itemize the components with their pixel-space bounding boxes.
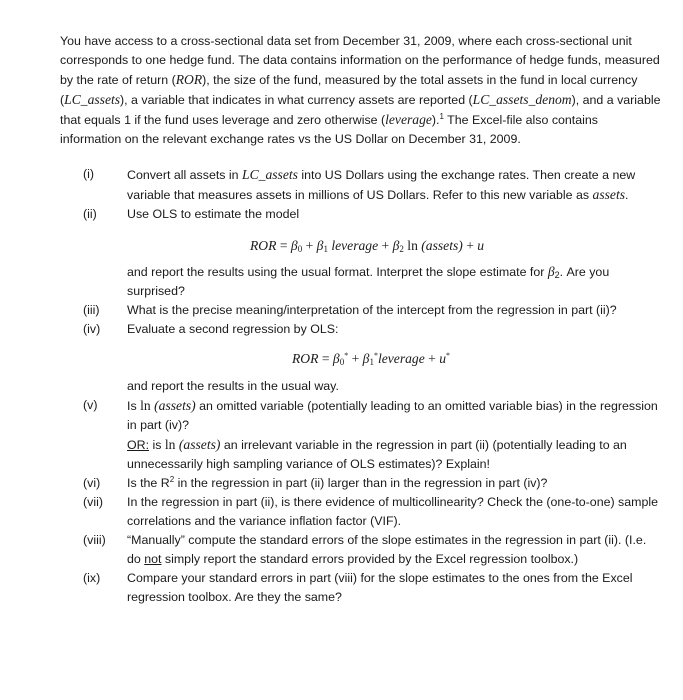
question-iv: (iv) Evaluate a second regression by OLS: xyxy=(60,320,662,339)
question-v-alternative: OR: is ln (assets) an irrelevant variable in the regression in part (ii) (potentially leading to an unnecessarily high sampling variance of OLS estimates)? Explain! xyxy=(127,437,627,471)
intro-paragraph: You have access to a cross-sectional data set from December 31, 2009, where each cross-sectional unit corresponds to one hedge fund. The data contains information on the performance of hedge funds, measured by the rate of return (ROR), the size of the fund, measured by the total assets in the fund in local currency (LC_assets), a variable that indicates in what currency assets are reported (LC_assets_denom), and a variable that equals 1 if the fund uses leverage and zero otherwise (leverage).$^1$ The Excel-file also contains information on the relevant exchange rates vs the US Dollar on December 31, 2009. xyxy=(60,34,661,146)
item-number: (vii) xyxy=(83,495,103,509)
item-number: (ix) xyxy=(83,571,101,585)
question-vii: (vii) In the regression in part (ii), is there evidence of multicollinearity? Check the (one-to-one) sample correlations and the variance inflation factor (VIF). xyxy=(83,495,658,528)
question-i: (i) Convert all assets in LC_assets into US Dollars using the exchange rates. Then create a new variable that measures assets in millions of US Dollars. Refer to this new variable as assets. xyxy=(83,167,636,202)
item-number: (v) xyxy=(83,398,98,412)
question-iii: (iii) What is the precise meaning/interpretation of the intercept from the regression in part (ii)? xyxy=(60,301,662,320)
problem-document xyxy=(60,32,662,607)
question-viii: (viii) “Manually” compute the standard errors of the slope estimates in the regression in part (ii). (I.e. do not simply report the standard errors provided by the Excel regression toolbox.) xyxy=(83,533,647,566)
question-ii-continued: and report the results using the usual format. Interpret the slope estimate for $\beta_2$. Are you surprised? xyxy=(127,264,610,298)
item-number: (i) xyxy=(83,167,95,181)
item-number: (iii) xyxy=(83,303,100,317)
item-number: (viii) xyxy=(83,533,106,547)
item-number: (iv) xyxy=(83,322,101,336)
equation-model-1: ROR = $\beta_0 + \beta_1$ leverage + $\beta_2$ ln (assets) + u xyxy=(250,238,485,254)
question-iv-continued: and report the results in the usual way. xyxy=(127,379,339,393)
question-ii: (ii) Use OLS to estimate the model xyxy=(60,205,662,224)
item-number: (ii) xyxy=(83,207,97,221)
question-list xyxy=(60,165,662,607)
question-v: (v) Is ln (assets) an omitted variable (potentially leading to an omitted variable bias) in the regression in part (iv)? xyxy=(83,398,658,432)
footnote-mark: 1 xyxy=(439,112,444,121)
equation-model-2: ROR = $\beta_0^*$ + $\beta_1^*leverage + u^*$ xyxy=(292,351,450,367)
question-vi: (vi) Is the $R^2$ in the regression in part (ii) larger than in the regression in part (iv)? xyxy=(60,474,662,493)
item-number: (vi) xyxy=(83,476,101,490)
question-ix: (ix) Compare your standard errors in part (viii) for the slope estimates to the ones from the Excel regression toolbox. Are they the same? xyxy=(83,571,633,604)
